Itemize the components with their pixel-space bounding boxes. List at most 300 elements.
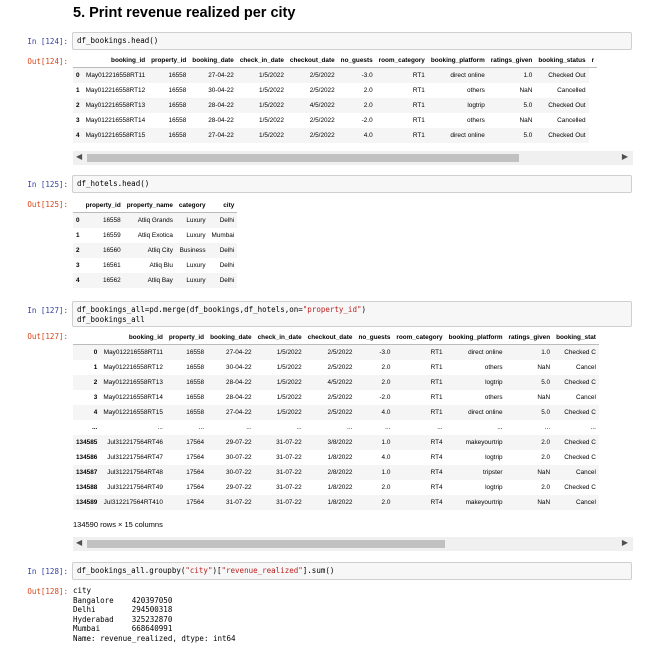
table-cell: NaN bbox=[537, 364, 551, 371]
table-row bbox=[73, 345, 599, 361]
table-cell: May012216558RT14 bbox=[85, 117, 146, 124]
table-cell: 27-04-22 bbox=[189, 128, 237, 143]
table-cell: 2/5/2022 bbox=[305, 405, 356, 420]
table-cell: Jul312217564RT46 bbox=[100, 435, 166, 450]
table-row bbox=[73, 450, 599, 465]
bookings-head-output bbox=[73, 53, 633, 148]
column-header: city bbox=[209, 198, 238, 213]
table-cell: May012216558RT12 bbox=[103, 364, 163, 371]
table-cell: Delhi bbox=[209, 213, 238, 229]
table-cell: 16558 bbox=[186, 364, 205, 371]
row-index: 0 bbox=[73, 68, 83, 84]
table-cell: Cancelled bbox=[557, 117, 586, 124]
column-header: booking_id bbox=[83, 53, 149, 68]
column-header: ratings_given bbox=[488, 53, 536, 68]
table-cell: 4/5/2022 bbox=[305, 375, 356, 390]
hotels-index-header bbox=[73, 198, 83, 213]
column-header: no_guests bbox=[355, 330, 393, 345]
out-prompt-127: Out[127]: bbox=[27, 332, 68, 341]
table-cell: RT4 bbox=[393, 495, 445, 510]
table-cell: 1.0 bbox=[506, 345, 554, 361]
table-cell: 16558 bbox=[83, 213, 124, 229]
code-string-city: "city" bbox=[185, 566, 213, 575]
table-cell: ... bbox=[198, 424, 205, 431]
table-cell: 2/5/2022 bbox=[287, 68, 338, 84]
column-header: r bbox=[589, 53, 598, 68]
table-cell: makeyourtrip bbox=[446, 495, 506, 510]
table-cell: 1/8/2022 bbox=[327, 454, 353, 461]
revenue-value: 668640991 bbox=[131, 624, 173, 633]
table-cell: 1.0 bbox=[488, 68, 536, 84]
merged-output bbox=[73, 330, 633, 513]
table-cell: Jul312217564RT48 bbox=[100, 465, 166, 480]
table-cell: NaN bbox=[506, 495, 554, 510]
table-cell: Cancelled bbox=[557, 87, 586, 94]
table-cell: 2.0 bbox=[506, 435, 554, 450]
merged-table bbox=[73, 330, 599, 510]
table-cell: others bbox=[484, 364, 503, 371]
table-cell: 2/8/2022 bbox=[305, 465, 356, 480]
code-groupby: df_bookings_all.groupby( bbox=[77, 566, 186, 575]
table-cell: 1/5/2022 bbox=[255, 375, 305, 390]
table-cell: 30-07-22 bbox=[207, 465, 255, 480]
table-cell: RT1 bbox=[412, 117, 425, 124]
table-row bbox=[73, 435, 599, 450]
row-index: 3 bbox=[76, 117, 80, 124]
table-cell: 1/5/2022 bbox=[259, 117, 284, 124]
table-cell: Checked C bbox=[564, 454, 596, 461]
table-cell: -3.0 bbox=[355, 345, 393, 361]
row-index: 4 bbox=[73, 405, 100, 420]
table-cell: 30-07-22 bbox=[226, 454, 252, 461]
table-cell: 17564 bbox=[186, 454, 205, 461]
code-string-property-id: "property_id" bbox=[302, 305, 362, 314]
table-cell: Checked Out bbox=[535, 128, 588, 143]
revenue-row bbox=[73, 624, 172, 633]
table-cell: 2.0 bbox=[363, 87, 373, 94]
table-cell: Atliq City bbox=[124, 243, 176, 258]
table-cell: 2/5/2022 bbox=[287, 128, 338, 143]
left-arrow-icon[interactable]: ◀ bbox=[76, 538, 83, 547]
revenue-row bbox=[73, 615, 172, 624]
table-cell: Cancel bbox=[575, 394, 596, 401]
table-cell: 31-07-22 bbox=[207, 495, 255, 510]
row-index: ... bbox=[92, 424, 98, 431]
table-cell: 16558 bbox=[148, 68, 189, 84]
table-row bbox=[73, 128, 597, 143]
table-cell: 4/5/2022 bbox=[287, 98, 338, 113]
table-cell: Luxury bbox=[176, 213, 209, 229]
table-cell: 29-07-22 bbox=[226, 484, 252, 491]
table-cell: Cancel bbox=[553, 465, 599, 480]
column-header: booking_status bbox=[535, 53, 588, 68]
column-header: check_in_date bbox=[237, 53, 287, 68]
table-row bbox=[73, 98, 597, 113]
table-row bbox=[73, 243, 237, 258]
table-cell: NaN bbox=[519, 117, 533, 124]
table-cell: Checked C bbox=[553, 435, 599, 450]
table-cell: 31-07-22 bbox=[255, 465, 305, 480]
table-cell: Atliq Blu bbox=[149, 262, 173, 269]
table-cell: Jul312217564RT49 bbox=[107, 484, 163, 491]
revenue-output bbox=[73, 586, 236, 643]
table-cell: 17564 bbox=[186, 484, 205, 491]
table-cell: 2/5/2022 bbox=[327, 394, 353, 401]
column-header: booking_date bbox=[207, 330, 255, 345]
table-cell: RT4 bbox=[393, 465, 445, 480]
in-prompt-128: In [128]: bbox=[27, 567, 68, 576]
table-cell: ... bbox=[347, 424, 353, 431]
table-cell: 1/5/2022 bbox=[237, 68, 287, 84]
table-cell: direct online bbox=[428, 68, 488, 84]
table-cell: 31-07-22 bbox=[276, 484, 302, 491]
revenue-value: 294500318 bbox=[131, 605, 173, 614]
row-index: 134587 bbox=[73, 465, 100, 480]
row-index: 4 bbox=[73, 128, 83, 143]
revenue-row bbox=[73, 596, 172, 605]
column-header: booking_stat bbox=[553, 330, 599, 345]
table-cell: 31-07-22 bbox=[276, 454, 302, 461]
table-cell: RT1 bbox=[393, 345, 445, 361]
table-row bbox=[73, 228, 237, 243]
table-cell: May012216558RT14 bbox=[103, 394, 163, 401]
shape-text: 134590 rows × 15 columns bbox=[73, 520, 163, 529]
table-cell: 2.0 bbox=[355, 495, 393, 510]
column-header: property_name bbox=[124, 198, 176, 213]
table-cell: others bbox=[467, 117, 485, 124]
table-row bbox=[73, 273, 237, 288]
table-cell: logtrip bbox=[485, 454, 503, 461]
row-index: 134586 bbox=[76, 454, 98, 461]
table-cell: 4.0 bbox=[355, 405, 393, 420]
table-cell: others bbox=[467, 87, 485, 94]
table-cell: 16560 bbox=[83, 243, 124, 258]
table-cell: May012216558RT13 bbox=[100, 375, 166, 390]
table-cell: 30-04-22 bbox=[226, 364, 252, 371]
table-row bbox=[73, 113, 597, 128]
table-row bbox=[73, 420, 599, 435]
left-arrow-icon[interactable]: ◀ bbox=[76, 152, 83, 161]
code-string-revenue: "revenue_realized" bbox=[221, 566, 303, 575]
table-cell: 16558 bbox=[168, 87, 187, 94]
table-cell: RT1 bbox=[376, 68, 428, 84]
code-bracket: )[ bbox=[212, 566, 222, 575]
revenue-city: Hyderabad bbox=[73, 614, 132, 624]
table-cell: Atliq Exotica bbox=[137, 232, 173, 239]
column-header: check_in_date bbox=[255, 330, 305, 345]
scrollbar-thumb[interactable] bbox=[87, 154, 519, 162]
table-cell: 16558 bbox=[186, 394, 205, 401]
table-row bbox=[73, 213, 237, 229]
table-row bbox=[73, 405, 599, 420]
table-cell: 1/5/2022 bbox=[255, 345, 305, 361]
table-cell: ... bbox=[437, 424, 443, 431]
row-index: 2 bbox=[73, 98, 83, 113]
column-header: checkout_date bbox=[287, 53, 338, 68]
table-cell: NaN bbox=[506, 465, 554, 480]
table-row bbox=[73, 83, 597, 98]
table-cell: May012216558RT12 bbox=[85, 87, 146, 94]
table-cell: 1/5/2022 bbox=[276, 394, 302, 401]
table-cell: ... bbox=[544, 424, 551, 431]
table-cell: May012216558RT13 bbox=[83, 98, 149, 113]
row-index: 0 bbox=[73, 213, 83, 229]
column-header: category bbox=[176, 198, 209, 213]
table-row bbox=[73, 465, 599, 480]
table-cell: 17564 bbox=[166, 495, 207, 510]
merged-header-row bbox=[73, 330, 599, 345]
table-cell: 2.0 bbox=[541, 454, 551, 461]
table-cell: 28-04-22 bbox=[226, 394, 252, 401]
table-cell: Checked C bbox=[564, 484, 596, 491]
right-arrow-icon[interactable]: ▶ bbox=[621, 538, 628, 547]
column-header: booking_id bbox=[100, 330, 166, 345]
table-cell: Luxury bbox=[186, 232, 206, 239]
right-arrow-icon[interactable]: ▶ bbox=[621, 152, 628, 161]
table-cell: Checked C bbox=[553, 345, 599, 361]
table-cell: 2.0 bbox=[381, 364, 391, 371]
merged-scrollbar[interactable] bbox=[73, 537, 633, 551]
scrollbar-thumb[interactable] bbox=[87, 540, 445, 548]
table-row bbox=[73, 258, 237, 273]
table-cell: May012216558RT11 bbox=[100, 345, 166, 361]
table-cell: ... bbox=[590, 424, 596, 431]
table-cell: 31-07-22 bbox=[255, 435, 305, 450]
table-cell: -3.0 bbox=[338, 68, 376, 84]
table-cell: 4.0 bbox=[381, 454, 391, 461]
revenue-city: Bangalore bbox=[73, 595, 132, 605]
table-cell: 1.0 bbox=[355, 465, 393, 480]
table-cell: Luxury bbox=[176, 273, 209, 288]
table-cell: RT1 bbox=[376, 128, 428, 143]
table-cell: 17564 bbox=[166, 465, 207, 480]
in-prompt-127: In [127]: bbox=[27, 306, 68, 315]
column-header: room_category bbox=[393, 330, 445, 345]
table-cell: Checked Out bbox=[535, 68, 588, 84]
merged-index-header bbox=[73, 330, 100, 345]
table-cell: makeyourtrip bbox=[446, 435, 506, 450]
code-cell-125[interactable]: df_hotels.head() bbox=[72, 175, 632, 193]
table-cell: 28-04-22 bbox=[207, 375, 255, 390]
row-index: 134585 bbox=[73, 435, 100, 450]
table-cell: 5.0 bbox=[488, 98, 536, 113]
table-cell: 4.0 bbox=[338, 128, 376, 143]
table-cell: 16558 bbox=[166, 405, 207, 420]
table-cell: Atliq Bay bbox=[124, 273, 176, 288]
revenue-rows bbox=[73, 596, 172, 634]
row-index: 3 bbox=[93, 394, 98, 401]
row-index: 1 bbox=[93, 364, 98, 371]
table-cell: 1/5/2022 bbox=[255, 405, 305, 420]
table-cell: May012216558RT15 bbox=[83, 128, 149, 143]
out-prompt-125: Out[125]: bbox=[27, 200, 68, 209]
column-header: property_id bbox=[166, 330, 207, 345]
code-cell-124[interactable]: df_bookings.head() bbox=[72, 32, 632, 50]
row-index: 4 bbox=[73, 273, 83, 288]
bookings-index-header bbox=[73, 53, 83, 68]
revenue-header: city bbox=[73, 586, 92, 595]
row-index: 2 bbox=[73, 375, 100, 390]
table-cell: Atliq Grands bbox=[124, 213, 176, 229]
out-prompt-124: Out[124]: bbox=[27, 57, 68, 66]
table-cell: 2.0 bbox=[338, 98, 376, 113]
table-cell: Checked C bbox=[553, 405, 599, 420]
table-row bbox=[73, 480, 599, 495]
table-cell: 1/5/2022 bbox=[237, 128, 287, 143]
table-cell: 30-04-22 bbox=[208, 87, 234, 94]
row-index: 1 bbox=[76, 87, 80, 94]
table-cell: 2/5/2022 bbox=[305, 345, 356, 361]
table-cell: others bbox=[484, 394, 503, 401]
table-cell: Delhi bbox=[209, 243, 238, 258]
column-header: property_id bbox=[83, 198, 124, 213]
table-cell: RT1 bbox=[430, 364, 443, 371]
table-cell: 27-04-22 bbox=[207, 345, 255, 361]
table-cell: 16558 bbox=[166, 375, 207, 390]
table-cell: logtrip bbox=[446, 375, 506, 390]
table-cell: 1/5/2022 bbox=[276, 364, 302, 371]
table-cell: Checked Out bbox=[535, 98, 588, 113]
section-heading: 5. Print revenue realized per city bbox=[73, 5, 296, 21]
table-cell: 2/5/2022 bbox=[309, 117, 335, 124]
table-cell: 31-07-22 bbox=[255, 495, 305, 510]
table-row bbox=[73, 68, 597, 84]
table-cell: 16562 bbox=[83, 273, 124, 288]
table-row bbox=[73, 375, 599, 390]
table-cell: 16561 bbox=[102, 262, 121, 269]
table-cell: logtrip bbox=[428, 98, 488, 113]
table-cell: ... bbox=[296, 424, 302, 431]
table-cell: direct online bbox=[446, 345, 506, 361]
table-cell: RT1 bbox=[393, 405, 445, 420]
table-cell: -2.0 bbox=[379, 394, 391, 401]
table-cell: RT1 bbox=[376, 98, 428, 113]
table-cell: 1/5/2022 bbox=[237, 98, 287, 113]
column-header: no_guests bbox=[338, 53, 376, 68]
revenue-value: 325232870 bbox=[131, 614, 173, 624]
code-cell-127[interactable] bbox=[72, 301, 632, 327]
row-index: 134589 bbox=[73, 495, 100, 510]
table-cell: 3/8/2022 bbox=[305, 435, 356, 450]
hotels-head-table bbox=[73, 198, 237, 288]
table-cell: 29-07-22 bbox=[207, 435, 255, 450]
row-index: 1 bbox=[76, 232, 80, 239]
hotels-head-output bbox=[73, 198, 273, 290]
table-cell: May012216558RT15 bbox=[100, 405, 166, 420]
table-cell: 16559 bbox=[102, 232, 121, 239]
code-sum: ].sum() bbox=[302, 566, 335, 575]
table-cell: tripster bbox=[446, 465, 506, 480]
table-cell: 16558 bbox=[148, 128, 189, 143]
revenue-city: Delhi bbox=[73, 605, 132, 614]
table-cell: 2.0 bbox=[381, 484, 391, 491]
code-cell-128[interactable] bbox=[72, 562, 632, 580]
table-cell: 17564 bbox=[166, 435, 207, 450]
table-cell: 28-04-22 bbox=[208, 117, 234, 124]
table-cell: 16558 bbox=[166, 345, 207, 361]
revenue-footer: Name: revenue_realized, dtype: int64 bbox=[73, 633, 236, 643]
table-cell: 5.0 bbox=[506, 375, 554, 390]
table-cell: 27-04-22 bbox=[207, 405, 255, 420]
table-cell: 1/8/2022 bbox=[305, 495, 356, 510]
out-prompt-128: Out[128]: bbox=[27, 587, 68, 596]
table-cell: 2/5/2022 bbox=[309, 87, 335, 94]
table-row bbox=[73, 390, 599, 405]
column-header: checkout_date bbox=[305, 330, 356, 345]
table-cell: direct online bbox=[428, 128, 488, 143]
table-cell: 1/8/2022 bbox=[327, 484, 353, 491]
table-cell: Cancel bbox=[553, 495, 599, 510]
table-row bbox=[73, 360, 599, 375]
column-header: booking_platform bbox=[428, 53, 488, 68]
column-header: ratings_given bbox=[506, 330, 554, 345]
table-cell: 16558 bbox=[168, 117, 187, 124]
row-index: 0 bbox=[73, 345, 100, 361]
column-header: property_id bbox=[148, 53, 189, 68]
table-cell: Mumbai bbox=[211, 232, 235, 239]
table-cell: Delhi bbox=[209, 273, 238, 288]
table-cell: NaN bbox=[537, 394, 551, 401]
table-cell: ... bbox=[385, 424, 391, 431]
table-cell: -2.0 bbox=[361, 117, 373, 124]
table-cell: ... bbox=[497, 424, 503, 431]
code-merge-call: df_bookings_all=pd.merge(df_bookings,df_hotels,on= bbox=[77, 305, 303, 314]
bookings-head-table bbox=[73, 53, 597, 143]
table-cell: Luxury bbox=[186, 262, 206, 269]
code-merge-close: ) bbox=[361, 305, 366, 314]
table-cell: Cancel bbox=[575, 364, 596, 371]
table-cell: 1/5/2022 bbox=[259, 87, 284, 94]
table-cell: 2/5/2022 bbox=[327, 364, 353, 371]
in-prompt-124: In [124]: bbox=[27, 37, 68, 46]
table-cell: 5.0 bbox=[506, 405, 554, 420]
column-header: booking_platform bbox=[446, 330, 506, 345]
bookings-header-row bbox=[73, 53, 597, 68]
table-cell: RT4 bbox=[430, 484, 443, 491]
table-cell: Business bbox=[176, 243, 209, 258]
table-cell: 28-04-22 bbox=[189, 98, 237, 113]
row-index: 134588 bbox=[76, 484, 98, 491]
table-cell: 1.0 bbox=[355, 435, 393, 450]
revenue-row bbox=[73, 605, 172, 614]
table-cell: 2.0 bbox=[355, 375, 393, 390]
row-index: 2 bbox=[73, 243, 83, 258]
table-cell: RT4 bbox=[393, 435, 445, 450]
revenue-city: Mumbai bbox=[73, 624, 132, 633]
in-prompt-125: In [125]: bbox=[27, 180, 68, 189]
table-cell: logtrip bbox=[485, 484, 503, 491]
table-cell: 16558 bbox=[148, 98, 189, 113]
column-header: booking_date bbox=[189, 53, 237, 68]
hotels-header-row bbox=[73, 198, 237, 213]
table-cell: RT1 bbox=[412, 87, 425, 94]
row-index: 3 bbox=[76, 262, 80, 269]
code-line-2: df_bookings_all bbox=[77, 315, 145, 324]
table-cell: ... bbox=[246, 424, 252, 431]
table-cell: 27-04-22 bbox=[189, 68, 237, 84]
bookings-scrollbar[interactable] bbox=[73, 151, 633, 165]
table-row bbox=[73, 495, 599, 510]
table-cell: RT1 bbox=[430, 394, 443, 401]
table-cell: 2.0 bbox=[541, 484, 551, 491]
table-cell: RT1 bbox=[393, 375, 445, 390]
table-cell: 5.0 bbox=[488, 128, 536, 143]
column-header: room_category bbox=[376, 53, 428, 68]
table-cell: direct online bbox=[446, 405, 506, 420]
table-cell: Delhi bbox=[219, 262, 235, 269]
revenue-value: 420397050 bbox=[131, 595, 173, 605]
table-cell: NaN bbox=[519, 87, 533, 94]
